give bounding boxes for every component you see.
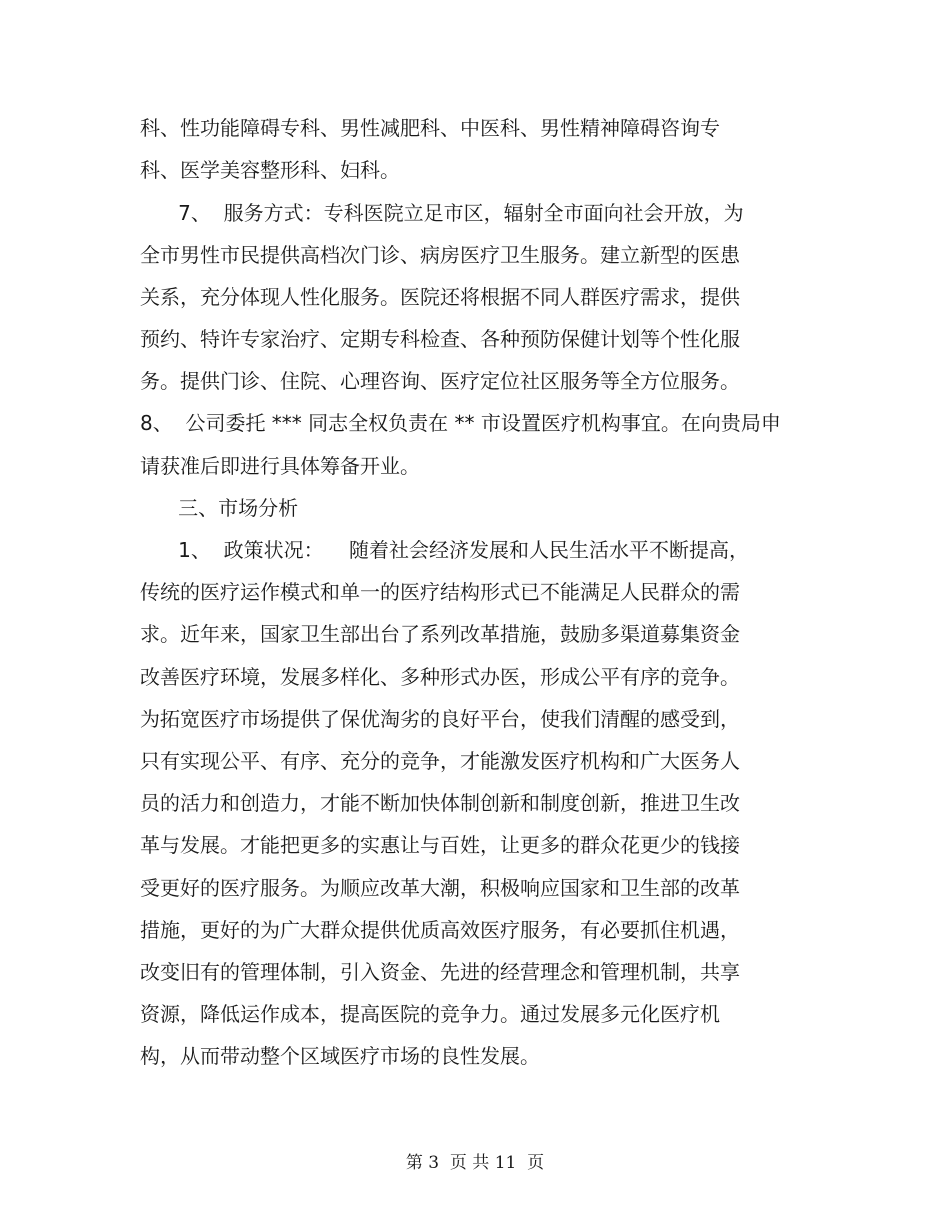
- text-line: 改变旧有的管理体制，引入资金、先进的经营理念和管理机制，共享: [140, 960, 740, 984]
- text-line: 7、 服务方式：专科医院立足市区，辐射全市面向社会开放，为: [140, 201, 744, 225]
- page-number-footer: 第 3 页 共 11 页: [405, 1153, 545, 1173]
- text-line: 1、 政策状况： 随着社会经济发展和人民生活水平不断提高，: [140, 538, 750, 562]
- section-heading: 三、市场分析: [140, 496, 299, 520]
- text-line: 为拓宽医疗市场提供了保优淘劣的良好平台，使我们清醒的感受到，: [140, 707, 740, 731]
- text-line: 受更好的医疗服务。为顺应改革大潮，积极响应国家和卫生部的改革: [140, 876, 740, 900]
- text-line: 措施，更好的为广大群众提供优质高效医疗服务，有必要抓住机遇，: [140, 918, 740, 942]
- text-line: 构，从而带动整个区域医疗市场的良性发展。: [140, 1044, 540, 1068]
- text-line: 科、性功能障碍专科、男性减肥科、中医科、男性精神障碍咨询专: [140, 116, 720, 140]
- text-line: 全市男性市民提供高档次门诊、病房医疗卫生服务。建立新型的医患: [140, 243, 740, 267]
- text-line: 务。提供门诊、住院、心理咨询、医疗定位社区服务等全方位服务。: [140, 369, 740, 393]
- text-line: 革与发展。才能把更多的实惠让与百姓，让更多的群众花更少的钱接: [140, 833, 740, 857]
- text-line: 预约、特许专家治疗、定期专科检查、各种预防保健计划等个性化服: [140, 327, 740, 351]
- text-line: 科、医学美容整形科、妇科。: [140, 158, 400, 182]
- text-line: 改善医疗环境，发展多样化、多种形式办医，形成公平有序的竞争。: [140, 665, 740, 689]
- text-line: 只有实现公平、有序、充分的竞争，才能激发医疗机构和广大医务人: [140, 749, 740, 773]
- text-line: 8、 公司委托 *** 同志全权负责在 ** 市设置医疗机构事宜。在向贵局申: [140, 411, 781, 435]
- text-line: 员的活力和创造力，才能不断加快体制创新和制度创新，推进卫生改: [140, 791, 740, 815]
- text-line: 求。近年来，国家卫生部出台了系列改革措施，鼓励多渠道募集资金: [140, 622, 740, 646]
- text-line: 传统的医疗运作模式和单一的医疗结构形式已不能满足人民群众的需: [140, 580, 740, 604]
- text-line: 资源，降低运作成本，提高医院的竞争力。通过发展多元化医疗机: [140, 1002, 720, 1026]
- text-line: 请获准后即进行具体筹备开业。: [140, 454, 420, 478]
- text-line: 关系，充分体现人性化服务。医院还将根据不同人群医疗需求，提供: [140, 285, 740, 309]
